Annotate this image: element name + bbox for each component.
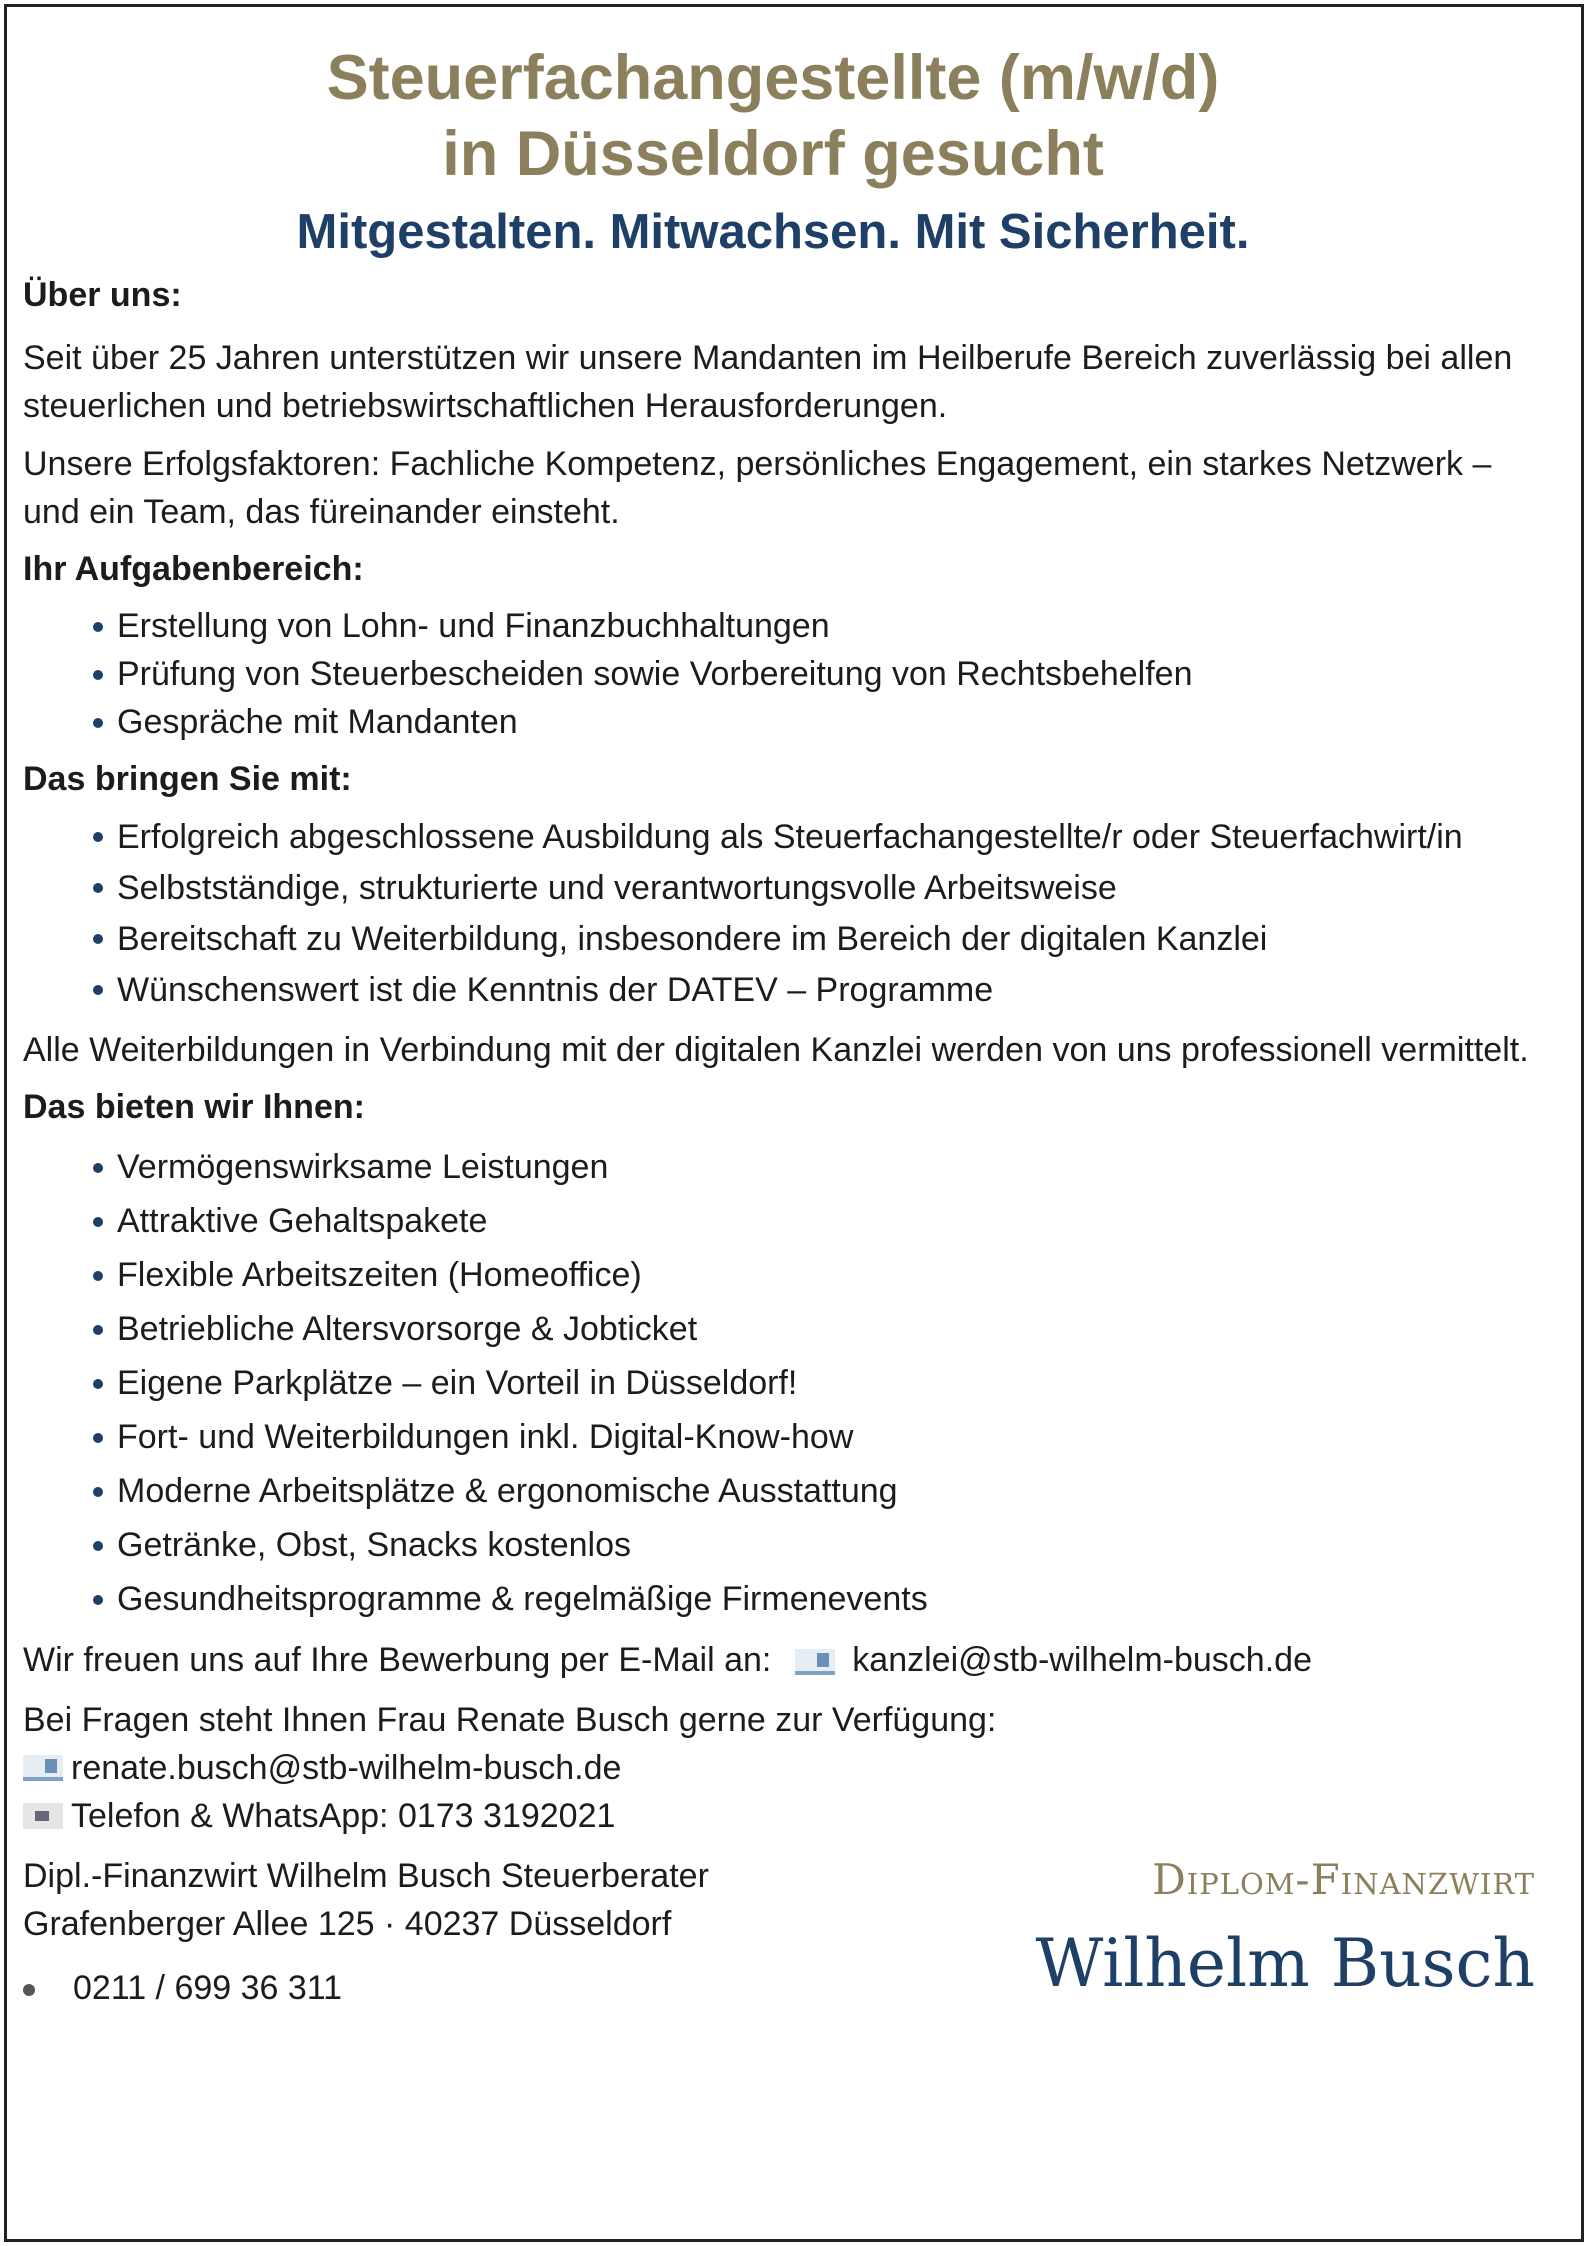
questions-text: Bei Fragen steht Ihnen Frau Renate Busch gerne zur Verfügung: bbox=[23, 1701, 997, 1739]
list-item: Eigene Parkplätze – ein Vorteil in Düsseldorf! bbox=[90, 1356, 1553, 1410]
phone-text[interactable]: Telefon & WhatsApp: 0173 3192021 bbox=[71, 1797, 616, 1835]
list-item: Flexible Arbeitszeiten (Homeoffice) bbox=[90, 1248, 1553, 1302]
office-phone[interactable]: 0211 / 699 36 311 bbox=[73, 1969, 343, 2007]
requirements-list bbox=[90, 812, 1553, 1016]
job-ad-content bbox=[23, 0, 1553, 2032]
about-paragraph-2: Unsere Erfolgsfaktoren: Fachliche Kompetenz, persönliches Engagement, ein starkes Netzwerk – und ein Team, das füreinander einsteht. bbox=[23, 445, 1492, 531]
list-item: Selbstständige, strukturierte und verantwortungsvolle Arbeitsweise bbox=[90, 863, 1553, 914]
list-item: Attraktive Gehaltspakete bbox=[90, 1194, 1553, 1248]
list-item: Bereitschaft zu Weiterbildung, insbesondere im Bereich der digitalen Kanzlei bbox=[90, 914, 1553, 965]
list-item: Gespräche mit Mandanten bbox=[90, 698, 1553, 746]
page-title bbox=[0, 40, 1546, 192]
company-address: Grafenberger Allee 125 · 40237 Düsseldorf bbox=[23, 1905, 672, 1943]
list-item: Wünschenswert ist die Kenntnis der DATEV – Programme bbox=[90, 965, 1553, 1016]
list-item: Moderne Arbeitsplätze & ergonomische Ausstattung bbox=[90, 1464, 1553, 1518]
company-name: Dipl.-Finanzwirt Wilhelm Busch Steuerberater bbox=[23, 1857, 709, 1895]
about-paragraph-1: Seit über 25 Jahren unterstützen wir unsere Mandanten im Heilberufe Bereich zuverlässig bei allen steuerlichen und betriebswirtschaftlichen Herausforderungen. bbox=[23, 339, 1513, 425]
footer bbox=[23, 1852, 1553, 2032]
logo-top-text: Diplom-Finanzwirt bbox=[1152, 1855, 1535, 1904]
logo-name-text: Wilhelm Busch bbox=[1035, 1925, 1535, 2002]
apply-text: Wir freuen uns auf Ihre Bewerbung per E-Mail an: bbox=[23, 1641, 772, 1679]
list-item: Gesundheitsprogramme & regelmäßige Firmenevents bbox=[90, 1572, 1553, 1626]
apply-line bbox=[23, 1636, 1553, 1684]
company-logo bbox=[1036, 1852, 1535, 2010]
benefits-heading: Das bieten wir Ihnen: bbox=[23, 1088, 365, 1126]
benefits-list bbox=[90, 1140, 1553, 1626]
mail-icon bbox=[795, 1649, 835, 1675]
title-line-2: in Düsseldorf gesucht bbox=[442, 119, 1104, 189]
renate-email-line bbox=[23, 1744, 1553, 1792]
subtitle: Mitgestalten. Mitwachsen. Mit Sicherheit. bbox=[296, 205, 1250, 259]
title-line-1: Steuerfachangestellte (m/w/d) bbox=[326, 43, 1220, 113]
list-item: Vermögenswirksame Leistungen bbox=[90, 1140, 1553, 1194]
list-item: Getränke, Obst, Snacks kostenlos bbox=[90, 1518, 1553, 1572]
list-item: Betriebliche Altersvorsorge & Jobticket bbox=[90, 1302, 1553, 1356]
list-item: Erfolgreich abgeschlossene Ausbildung als Steuerfachangestellte/r oder Steuerfachwirt/in bbox=[90, 812, 1553, 863]
about-heading: Über uns: bbox=[23, 276, 182, 314]
tasks-list bbox=[90, 602, 1553, 746]
list-item: Erstellung von Lohn- und Finanzbuchhaltungen bbox=[90, 602, 1553, 650]
renate-email-link[interactable]: renate.busch@stb-wilhelm-busch.de bbox=[71, 1749, 622, 1787]
phone-line bbox=[23, 1792, 1553, 1840]
mail-icon bbox=[23, 1755, 63, 1781]
tasks-heading: Ihr Aufgabenbereich: bbox=[23, 550, 364, 588]
phone-icon bbox=[23, 1803, 63, 1829]
phone-icon bbox=[23, 1984, 35, 1996]
requirements-note: Alle Weiterbildungen in Verbindung mit der digitalen Kanzlei werden von uns professionell vermittelt. bbox=[23, 1031, 1529, 1069]
apply-email-link[interactable]: kanzlei@stb-wilhelm-busch.de bbox=[852, 1641, 1312, 1679]
requirements-heading: Das bringen Sie mit: bbox=[23, 760, 352, 798]
list-item: Fort- und Weiterbildungen inkl. Digital-Know-how bbox=[90, 1410, 1553, 1464]
list-item: Prüfung von Steuerbescheiden sowie Vorbereitung von Rechtsbehelfen bbox=[90, 650, 1553, 698]
